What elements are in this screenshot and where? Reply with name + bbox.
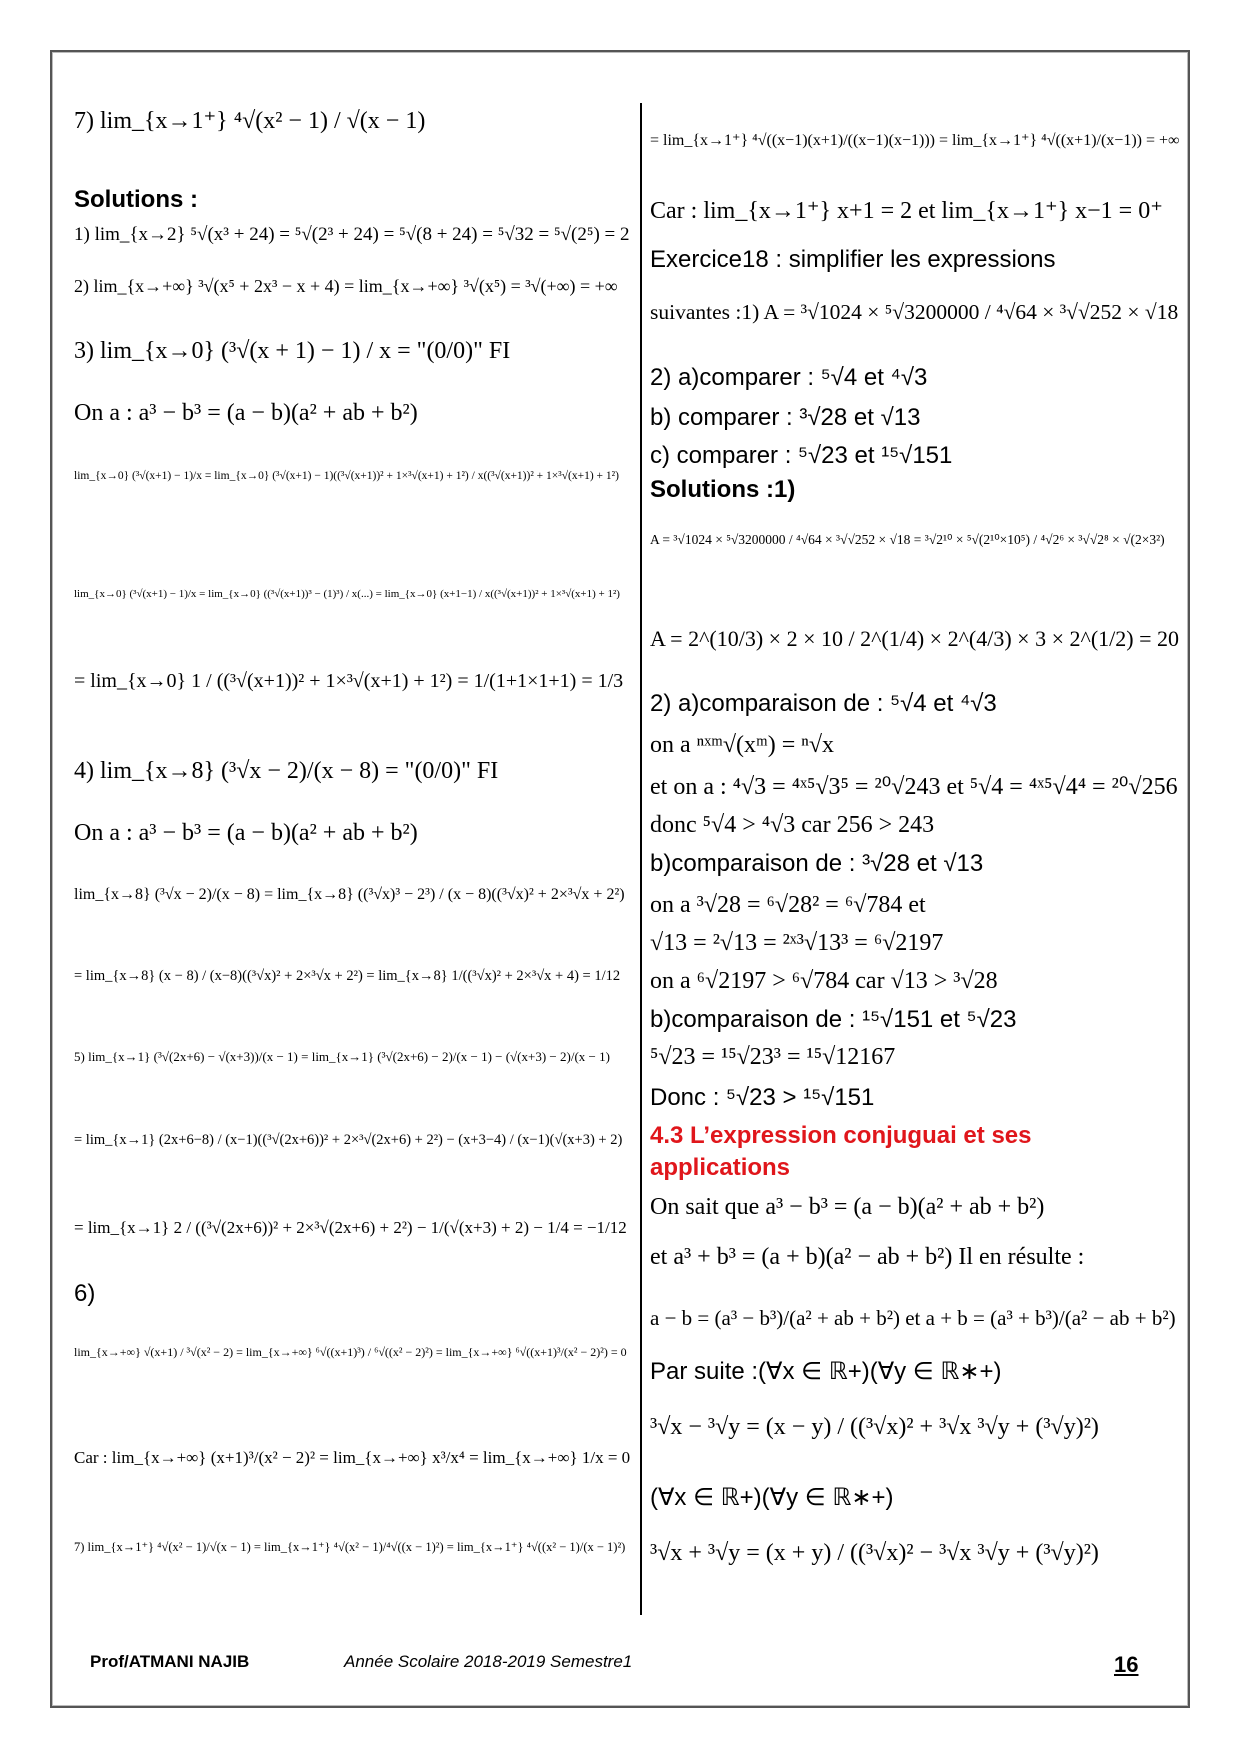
left-line-16: 6) [74, 1280, 96, 1307]
column-divider [640, 103, 642, 1615]
left-line-5: On a : a³ − b³ = (a − b)(a² + ab + b²) [74, 400, 418, 426]
right-line-23: On sait que a³ − b³ = (a − b)(a² + ab + b²) [650, 1194, 1045, 1220]
right-line-28: (∀x ∈ ℝ+)(∀y ∈ ℝ∗+) [650, 1484, 894, 1511]
right-line-14: b)comparaison de : ³√28 et √13 [650, 850, 984, 877]
right-line-12: et on a : ⁴√3 = ⁴ˣ⁵√3⁵ = ²⁰√243 et ⁵√4 = ⁴ˣ⁵√4⁴ = ²⁰√256 [650, 774, 1178, 800]
left-line-19: 7) lim_{x→1⁺} ⁴√(x² − 1)/√(x − 1) = lim_{x→1⁺} ⁴√(x² − 1)/⁴√((x − 1)²) = lim_{x→1⁺} ⁴√((x² − 1)/(x − 1)²) [74, 1540, 626, 1554]
right-line-7: Solutions :1) [650, 476, 796, 503]
right-line-20: Donc : ⁵√23 > ¹⁵√151 [650, 1084, 875, 1111]
right-line-24: et a³ + b³ = (a + b)(a² − ab + b²) Il en résulte : [650, 1244, 1085, 1270]
right-line-26: Par suite :(∀x ∈ ℝ+)(∀y ∈ ℝ∗+) [650, 1358, 1002, 1385]
right-line-3: suivantes :1) A = ³√1024 × ⁵√3200000 / ⁴√64 × ³√√252 × √18 [650, 300, 1179, 324]
left-line-2: 1) lim_{x→2} ⁵√(x³ + 24) = ⁵√(2³ + 24) = ⁵√(8 + 24) = ⁵√32 = ⁵√(2⁵) = 2 [74, 224, 630, 245]
left-line-7: lim_{x→0} (³√(x+1) − 1)/x = lim_{x→0} ((³√(x+1))³ − (1)³) / x(...) = lim_{x→0} (x+1−1) / x((³√(x+1))² + 1×³√(x+1) + 1²) [74, 588, 620, 600]
left-line-14: = lim_{x→1} (2x+6−8) / (x−1)((³√(2x+6))² + 2×³√(2x+6) + 2²) − (x+3−4) / (x−1)(√(x+3) + 2) [74, 1132, 623, 1148]
left-line-13: 5) lim_{x→1} (³√(2x+6) − √(x+3))/(x − 1) = lim_{x→1} (³√(2x+6) − 2)/(x − 1) − (√(x+3) − 2)/(x − 1) [74, 1049, 610, 1064]
left-line-8: = lim_{x→0} 1 / ((³√(x+1))² + 1×³√(x+1) + 1²) = 1/(1+1×1+1) = 1/3 [74, 670, 624, 692]
right-line-21: 4.3 L’expression conjuguai et ses [650, 1122, 1032, 1149]
left-line-11: lim_{x→8} (³√x − 2)/(x − 8) = lim_{x→8} ((³√x)³ − 2³) / (x − 8)((³√x)² + 2×³√x + 2²) [74, 886, 625, 903]
footer-page-number: 16 [1114, 1652, 1139, 1677]
right-line-27: ³√x − ³√y = (x − y) / ((³√x)² + ³√x ³√y + (³√y)²) [650, 1414, 1099, 1440]
right-line-17: on a ⁶√2197 > ⁶√784 car √13 > ³√28 [650, 968, 998, 994]
right-line-22: applications [650, 1154, 791, 1181]
left-line-1: Solutions : [74, 186, 198, 213]
right-line-6: c) comparer : ⁵√23 et ¹⁵√151 [650, 442, 953, 469]
right-line-19: ⁵√23 = ¹⁵√23³ = ¹⁵√12167 [650, 1044, 896, 1070]
right-line-2: Exercice18 : simplifier les expressions [650, 246, 1056, 273]
right-line-8: A = ³√1024 × ⁵√3200000 / ⁴√64 × ³√√252 × √18 = ³√2¹⁰ × ⁵√(2¹⁰×10⁵) / ⁴√2⁶ × ³√√2⁸ × √(2×3²) [650, 532, 1165, 547]
right-line-29: ³√x + ³√y = (x + y) / ((³√x)² − ³√x ³√y + (³√y)²) [650, 1540, 1099, 1566]
footer-author: Prof/ATMANI NAJIB [90, 1652, 250, 1671]
left-line-18: Car : lim_{x→+∞} (x+1)³/(x² − 2)² = lim_{x→+∞} x³/x⁴ = lim_{x→+∞} 1/x = 0 [74, 1448, 631, 1467]
left-line-15: = lim_{x→1} 2 / ((³√(2x+6))² + 2×³√(2x+6) + 2²) − 1/(√(x+3) + 2) − 1/4 = −1/12 [74, 1218, 627, 1237]
left-line-0: 7) lim_{x→1⁺} ⁴√(x² − 1) / √(x − 1) [74, 108, 426, 134]
right-line-15: on a ³√28 = ⁶√28² = ⁶√784 et [650, 892, 926, 918]
right-line-5: b) comparer : ³√28 et √13 [650, 404, 921, 431]
left-line-4: 3) lim_{x→0} (³√(x + 1) − 1) / x = "(0/0)" FI [74, 338, 511, 364]
right-line-1: Car : lim_{x→1⁺} x+1 = 2 et lim_{x→1⁺} x−1 = 0⁺ [650, 198, 1163, 224]
left-line-6: lim_{x→0} (³√(x+1) − 1)/x = lim_{x→0} (³√(x+1) − 1)((³√(x+1))² + 1×³√(x+1) + 1²) / x((³√(x+1))² + 1×³√(x+1) + 1²) [74, 470, 619, 482]
right-line-18: b)comparaison de : ¹⁵√151 et ⁵√23 [650, 1006, 1017, 1033]
left-line-17: lim_{x→+∞} √(x+1) / ³√(x² − 2) = lim_{x→+∞} ⁶√((x+1)³) / ⁶√((x² − 2)²) = lim_{x→+∞} ⁶√((x+1)³/(x² − 2)²) = 0 [74, 1345, 627, 1359]
right-line-25: a − b = (a³ − b³)/(a² + ab + b²) et a + b = (a³ + b³)/(a² − ab + b²) [650, 1306, 1176, 1330]
left-line-3: 2) lim_{x→+∞} ³√(x⁵ + 2x³ − x + 4) = lim_{x→+∞} ³√(x⁵) = ³√(+∞) = +∞ [74, 276, 618, 296]
right-line-9: A = 2^(10/3) × 2 × 10 / 2^(1/4) × 2^(4/3) × 3 × 2^(1/2) = 20 [650, 626, 1179, 651]
left-line-10: On a : a³ − b³ = (a − b)(a² + ab + b²) [74, 820, 418, 846]
right-line-0: = lim_{x→1⁺} ⁴√((x−1)(x+1)/((x−1)(x−1))) = lim_{x→1⁺} ⁴√((x+1)/(x−1)) = +∞ [650, 132, 1180, 149]
right-line-10: 2) a)comparaison de : ⁵√4 et ⁴√3 [650, 690, 997, 717]
footer-year: Année Scolaire 2018-2019 Semestre1 [344, 1652, 633, 1671]
left-line-12: = lim_{x→8} (x − 8) / (x−8)((³√x)² + 2×³√x + 2²) = lim_{x→8} 1/((³√x)² + 2×³√x + 4) = 1/12 [74, 968, 621, 984]
right-line-16: √13 = ²√13 = ²ˣ³√13³ = ⁶√2197 [650, 930, 944, 956]
right-line-4: 2) a)comparer : ⁵√4 et ⁴√3 [650, 364, 928, 391]
left-line-9: 4) lim_{x→8} (³√x − 2)/(x − 8) = "(0/0)" FI [74, 758, 499, 784]
right-line-13: donc ⁵√4 > ⁴√3 car 256 > 243 [650, 812, 935, 838]
right-line-11: on a ⁿˣᵐ√(xᵐ) = ⁿ√x [650, 732, 835, 758]
